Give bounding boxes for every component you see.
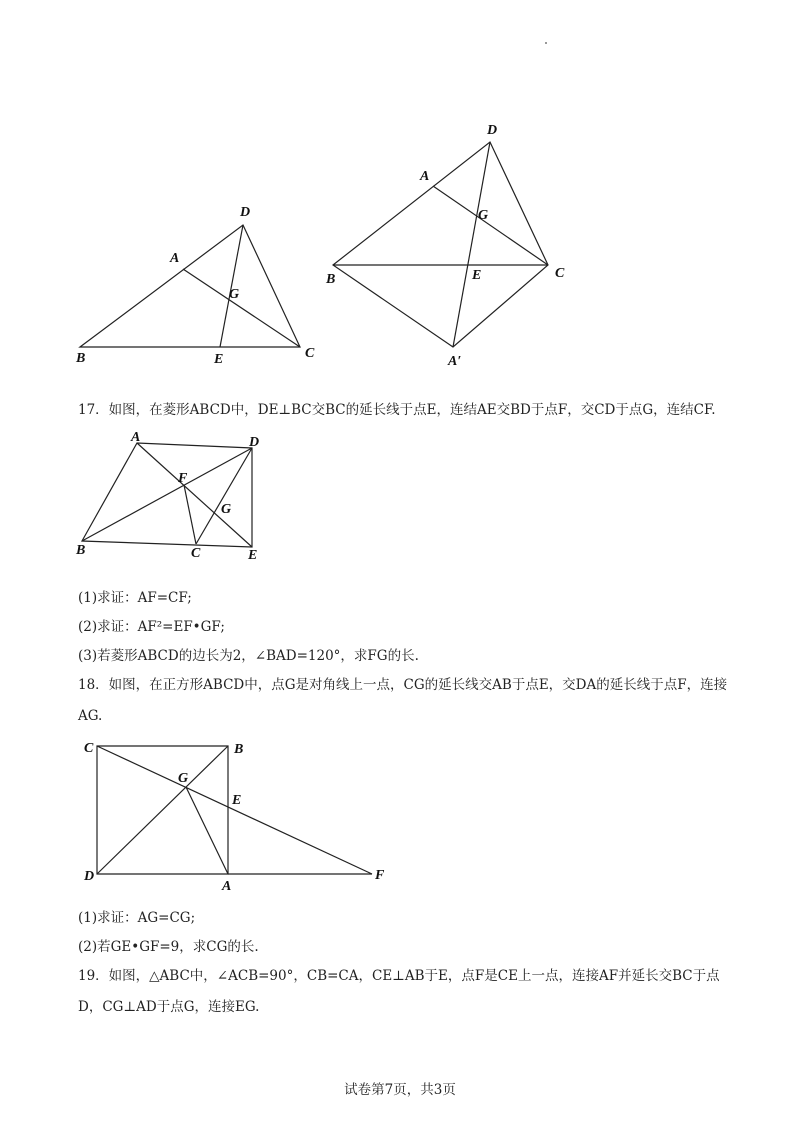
- label-A: A: [170, 251, 180, 266]
- label-G: G: [229, 287, 240, 302]
- label-B: B: [234, 742, 244, 757]
- label-G: G: [221, 502, 232, 517]
- label-B: B: [326, 272, 336, 287]
- page-footer: 试卷第7页，共3页: [344, 1082, 456, 1098]
- q19-stem: 19．如图，△ABC中，∠ACB=90°，CB=CA，CE⊥AB于E，点F是CE上一点，连接AF并延长交BC于点D，CG⊥AD于点G，连接EG.: [78, 968, 720, 1015]
- q17-part-2: (2)求证：AF²=EF•GF;: [78, 619, 225, 635]
- label-D: D: [249, 435, 260, 450]
- label-E: E: [472, 268, 482, 283]
- label-C: C: [555, 266, 565, 281]
- label-D: D: [487, 123, 498, 138]
- label-B: B: [76, 351, 86, 366]
- label-F: F: [178, 471, 188, 486]
- label-C: C: [84, 741, 94, 756]
- label-A: A: [222, 879, 232, 894]
- label-A-prime: A′: [448, 354, 462, 369]
- q17-part-3: (3)若菱形ABCD的边长为2，∠BAD=120°，求FG的长.: [78, 648, 419, 664]
- label-G: G: [178, 771, 189, 786]
- label-G: G: [478, 208, 489, 223]
- label-C: C: [191, 546, 201, 561]
- q17-part-1: (1)求证：AF=CF;: [78, 590, 192, 606]
- figure-q18: [0, 0, 420, 900]
- q17-stem: 17．如图，在菱形ABCD中，DE⊥BC交BC的延长线于点E，连结AE交BD于点F，交CD于点G，连结CF.: [78, 402, 716, 418]
- label-A: A: [131, 430, 141, 445]
- label-E: E: [248, 548, 258, 563]
- q18-stem: 18．如图，在正方形ABCD中，点G是对角线上一点，CG的延长线交AB于点E，交DA的延长线于点F，连接AG.: [78, 677, 728, 724]
- label-E: E: [232, 793, 242, 808]
- q18-part-1: (1)求证：AG=CG;: [78, 910, 196, 926]
- label-B: B: [76, 543, 86, 558]
- label-C: C: [305, 346, 315, 361]
- label-A: A: [420, 169, 430, 184]
- label-D: D: [240, 205, 251, 220]
- label-E: E: [214, 352, 224, 367]
- label-D: D: [84, 869, 95, 884]
- q18-part-2: (2)若GE•GF=9，求CG的长.: [78, 939, 259, 955]
- label-F: F: [375, 868, 385, 883]
